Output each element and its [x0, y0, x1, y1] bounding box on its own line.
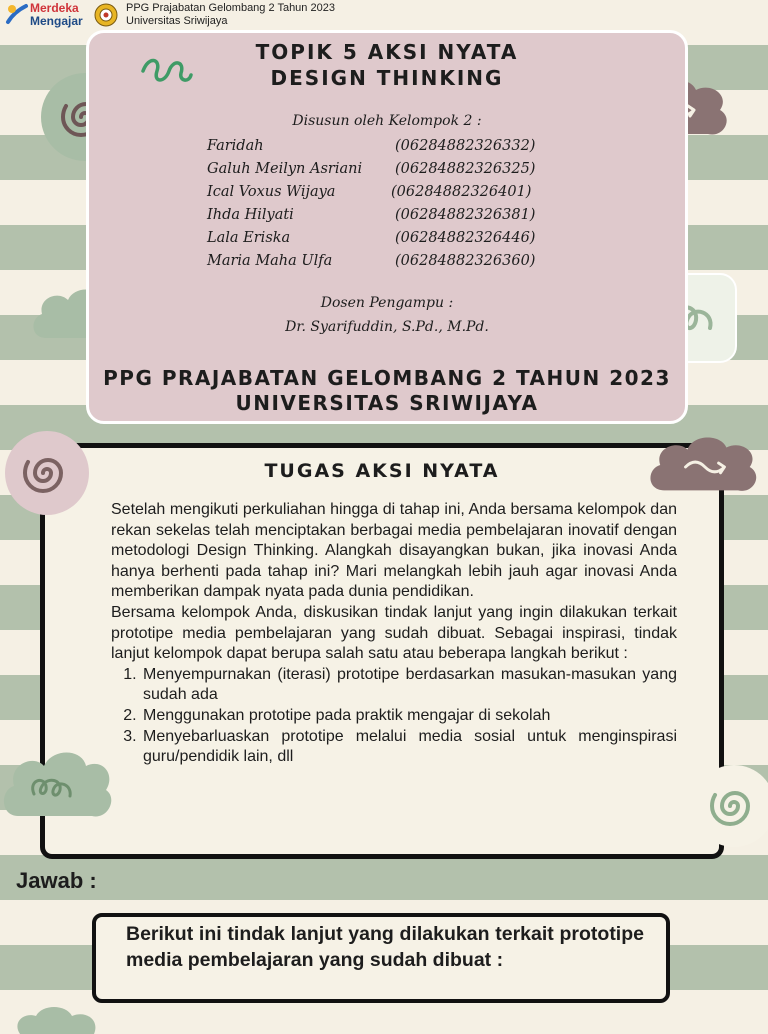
member-name: Faridah: [207, 138, 264, 154]
cover-footer-line-1: PPG PRAJABATAN GELOMBANG 2 TAHUN 2023: [103, 366, 671, 390]
member-id: (06284882326381): [395, 207, 536, 223]
member-id: (06284882326332): [395, 138, 536, 154]
member-name: Ihda Hilyati: [207, 207, 294, 223]
member-name: Ical Voxus Wijaya: [207, 184, 336, 200]
spiral-circle-icon: [692, 764, 768, 848]
authors-label: Disusun oleh Kelompok 2 :: [292, 113, 482, 129]
logo-line-2: Mengajar: [30, 14, 83, 28]
answer-box: [92, 913, 670, 1003]
member-id: (06284882326446): [395, 230, 536, 246]
member-name: Galuh Meilyn Asriani: [207, 161, 363, 177]
cover-title-line-1: TOPIK 5 AKSI NYATA: [255, 40, 519, 64]
member-name: Lala Eriska: [207, 230, 291, 246]
cover-title-line-2: DESIGN THINKING: [270, 66, 504, 90]
header-line-2: Universitas Sriwijaya: [126, 15, 228, 27]
answer-label: Jawab :: [16, 868, 97, 893]
merdeka-mengajar-wordmark: [30, 2, 83, 28]
cover-footer-line-2: UNIVERSITAS SRIWIJAYA: [235, 391, 539, 415]
task-title: TUGAS AKSI NYATA: [264, 460, 500, 482]
task-card: [40, 443, 724, 859]
answer-text: Berikut ini tindak lanjut yang dilakukan terkait prototipe media pembelajaran yang sudah dibuat :: [126, 923, 644, 971]
lecturer-name: Dr. Syarifuddin, S.Pd., M.Pd.: [285, 319, 489, 335]
member-id: (06284882326401): [391, 184, 532, 200]
cover-title: [89, 39, 685, 91]
task-steps: [111, 665, 677, 768]
task-paragraph-2: Bersama kelompok Anda, diskusikan tindak lanjut yang ingin dilakukan terkait prototipe media pembelajaran yang sudah dibuat. Sebagai inspirasi, tindak lanjut kelompok dapat berupa salah satu atau beberapa langkah berikut :: [111, 603, 677, 663]
cloud-sage-icon: [10, 1004, 100, 1034]
header-line-1: PPG Prajabatan Gelombang 2 Tahun 2023: [126, 2, 335, 14]
cover-footer: [89, 366, 685, 416]
task-paragraph-1: Setelah mengikuti perkuliahan hingga di tahap ini, Anda bersama kelompok dan rekan sekelas telah menciptakan berbagai media pembelajaran inovatif dengan metodologi Design Thinking. Alangkah disayangkan bukan, jika inovasi Anda hanya berhenti pada tahap ini? Mari melangkah lebih jauh agar inovasi Anda memberikan dampak nyata pada dunia pendidikan.: [111, 501, 677, 601]
member-id: (06284882326360): [395, 253, 536, 269]
cloud-squiggle-icon: [0, 740, 112, 828]
member-id: (06284882326325): [395, 161, 536, 177]
task-step: 2. Menggunakan prototipe pada praktik mengajar di sekolah: [141, 706, 677, 727]
member-name: Maria Maha Ulfa: [207, 253, 333, 269]
university-seal-icon: [94, 3, 118, 27]
cover-card: [86, 30, 688, 424]
logo-line-1: Merdeka: [30, 1, 79, 15]
lecturer-label: Dosen Pengampu :: [320, 295, 454, 311]
header-caption: [126, 2, 335, 28]
task-step: 3. Menyebarluaskan prototipe melalui media sosial untuk menginspirasi guru/pendidik lain, dll: [141, 727, 677, 768]
spiral-circle-icon: [4, 430, 90, 516]
cloud-arrow-icon: [644, 430, 764, 502]
task-body: [111, 500, 677, 768]
task-step: 1. Menyempurnakan (iterasi) prototipe berdasarkan masukan-masukan yang sudah ada: [141, 665, 677, 706]
merdeka-mengajar-logo: [4, 2, 30, 28]
